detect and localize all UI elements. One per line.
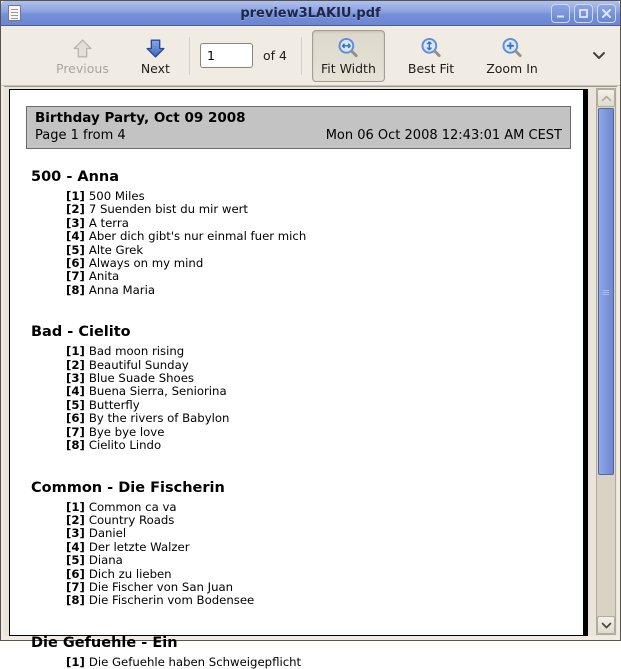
song-title: Diana bbox=[88, 553, 123, 568]
song-list-item bbox=[66, 385, 573, 398]
song-sections bbox=[31, 169, 573, 669]
chevron-down-icon bbox=[592, 51, 606, 60]
song-title: Country Roads bbox=[88, 512, 175, 527]
song-number: [7] bbox=[66, 579, 85, 594]
song-title: Die Fischer von San Juan bbox=[88, 579, 234, 594]
song-number: [3] bbox=[66, 526, 85, 541]
song-list-item bbox=[66, 568, 573, 581]
fit-width-magnifier-icon bbox=[336, 35, 360, 61]
section-heading: Bad - Cielito bbox=[31, 324, 131, 341]
song-title: A terra bbox=[88, 215, 129, 230]
scroll-down-button[interactable] bbox=[597, 616, 615, 634]
fit-width-button[interactable] bbox=[312, 30, 385, 82]
song-number: [8] bbox=[66, 593, 85, 608]
pdf-header-title: Birthday Party, Oct 09 2008 bbox=[35, 110, 246, 126]
chevron-up-icon bbox=[601, 95, 612, 102]
scrollbar-thumb[interactable] bbox=[598, 108, 614, 475]
song-list-item bbox=[66, 257, 573, 270]
page-total-label: of 4 bbox=[262, 48, 287, 63]
section-heading: Die Gefuehle - Ein bbox=[31, 634, 178, 651]
pdf-header-timestamp: Mon 06 Oct 2008 12:43:01 AM CEST bbox=[325, 128, 562, 143]
song-number: [5] bbox=[66, 242, 85, 257]
song-list-item bbox=[66, 594, 573, 607]
song-number: [1] bbox=[66, 499, 85, 514]
song-number: [8] bbox=[66, 438, 85, 453]
song-title: Butterfly bbox=[88, 397, 140, 412]
song-number: [5] bbox=[66, 397, 85, 412]
zoom-in-button[interactable] bbox=[477, 30, 547, 82]
song-list-item bbox=[66, 244, 573, 257]
vertical-scrollbar[interactable] bbox=[596, 88, 616, 635]
song-title: Der letzte Walzer bbox=[88, 539, 190, 554]
song-number: [3] bbox=[66, 371, 85, 386]
scroll-up-button[interactable] bbox=[597, 89, 615, 107]
song-list-item bbox=[66, 230, 573, 243]
song-title: Aber dich gibt's nur einmal fuer mich bbox=[88, 229, 307, 244]
song-title: Dich zu lieben bbox=[88, 566, 172, 581]
song-number: [4] bbox=[66, 229, 85, 244]
song-list bbox=[66, 345, 573, 452]
song-title: Alte Grek bbox=[88, 242, 144, 257]
song-number: [1] bbox=[66, 189, 85, 203]
song-list bbox=[66, 656, 573, 669]
song-list-item bbox=[66, 399, 573, 412]
song-number: [4] bbox=[66, 539, 85, 554]
window-controls bbox=[551, 4, 616, 23]
window-titlebar[interactable] bbox=[1, 1, 620, 26]
pdf-page bbox=[9, 89, 588, 669]
document-viewport bbox=[4, 86, 617, 669]
song-title: Daniel bbox=[88, 526, 127, 541]
song-list-item bbox=[66, 656, 573, 669]
song-title: 7 Suenden bist du mir wert bbox=[88, 202, 249, 217]
song-list-item bbox=[66, 554, 573, 567]
song-number: [3] bbox=[66, 215, 85, 230]
song-number: [1] bbox=[66, 344, 85, 359]
song-number: [2] bbox=[66, 357, 85, 372]
song-title: Die Fischerin vom Bodensee bbox=[88, 593, 255, 608]
toolbar-separator bbox=[189, 37, 190, 75]
pdf-header-box bbox=[26, 106, 571, 149]
song-title: Anna Maria bbox=[88, 282, 155, 297]
song-list-item bbox=[66, 439, 573, 452]
song-number: [2] bbox=[66, 202, 85, 217]
song-number: [1] bbox=[66, 654, 85, 669]
song-title: Common ca va bbox=[88, 499, 177, 514]
song-list-item bbox=[66, 284, 573, 297]
minimize-icon bbox=[554, 7, 567, 20]
song-list-item bbox=[66, 581, 573, 594]
song-number: [6] bbox=[66, 566, 85, 581]
song-title: Beautiful Sunday bbox=[88, 357, 189, 372]
best-fit-button[interactable] bbox=[399, 30, 463, 82]
arrow-down-icon bbox=[144, 35, 167, 61]
song-list-item bbox=[66, 217, 573, 230]
document-icon bbox=[8, 5, 21, 21]
song-title: Buena Sierra, Seniorina bbox=[88, 384, 227, 399]
song-title: By the rivers of Babylon bbox=[88, 411, 230, 426]
song-title: Blue Suade Shoes bbox=[88, 371, 194, 386]
minimize-button[interactable] bbox=[551, 4, 570, 23]
song-title: Bad moon rising bbox=[88, 344, 185, 359]
maximize-button[interactable] bbox=[574, 4, 593, 23]
song-list bbox=[66, 190, 573, 297]
song-list-item bbox=[66, 412, 573, 425]
arrow-up-icon bbox=[71, 35, 94, 61]
song-title: Cielito Lindo bbox=[88, 438, 162, 453]
maximize-icon bbox=[577, 7, 590, 20]
toolbar bbox=[1, 26, 620, 86]
window-title: preview3LAKIU.pdf bbox=[240, 5, 381, 21]
best-fit-magnifier-icon bbox=[419, 35, 443, 61]
next-page-button[interactable] bbox=[132, 30, 179, 82]
section-heading: Common - Die Fischerin bbox=[31, 479, 225, 496]
song-number: [7] bbox=[66, 424, 85, 439]
toolbar-separator bbox=[301, 37, 302, 75]
song-number: [2] bbox=[66, 512, 85, 527]
best-fit-label: Best Fit bbox=[407, 61, 455, 76]
zoom-in-label: Zoom In bbox=[486, 61, 538, 76]
previous-label: Previous bbox=[56, 61, 109, 76]
song-list-item bbox=[66, 190, 573, 203]
chevron-down-icon bbox=[601, 622, 612, 629]
song-number: [4] bbox=[66, 384, 85, 399]
song-list-item bbox=[66, 541, 573, 554]
song-list-item bbox=[66, 270, 573, 283]
section-heading: 500 - Anna bbox=[31, 169, 120, 185]
song-number: [7] bbox=[66, 269, 85, 284]
toolbar-overflow-button[interactable] bbox=[588, 44, 610, 67]
previous-page-button[interactable] bbox=[47, 30, 118, 82]
song-title: Anita bbox=[88, 269, 120, 284]
song-title: Bye bye love bbox=[88, 424, 165, 439]
song-title: Always on my mind bbox=[88, 256, 204, 271]
song-list-item bbox=[66, 372, 573, 385]
song-number: [5] bbox=[66, 553, 85, 568]
song-list-item bbox=[66, 203, 573, 216]
zoom-in-magnifier-icon bbox=[500, 35, 524, 61]
fit-width-label: Fit Width bbox=[320, 61, 376, 76]
song-number: [8] bbox=[66, 282, 85, 297]
pdf-header-page-info: Page 1 from 4 bbox=[35, 128, 126, 143]
song-title: Die Gefuehle haben Schweigepflicht bbox=[88, 654, 302, 669]
song-list-item bbox=[66, 501, 573, 514]
song-list-item bbox=[66, 527, 573, 540]
song-list bbox=[66, 501, 573, 608]
song-list-item bbox=[66, 426, 573, 439]
close-icon bbox=[600, 7, 613, 20]
page-number-input[interactable] bbox=[200, 43, 253, 68]
song-list-item bbox=[66, 514, 573, 527]
next-label: Next bbox=[140, 61, 170, 76]
song-number: [6] bbox=[66, 256, 85, 271]
song-list-item bbox=[66, 345, 573, 358]
song-list-item bbox=[66, 359, 573, 372]
song-number: [6] bbox=[66, 411, 85, 426]
close-button[interactable] bbox=[597, 4, 616, 23]
song-title: 500 Miles bbox=[88, 189, 145, 203]
